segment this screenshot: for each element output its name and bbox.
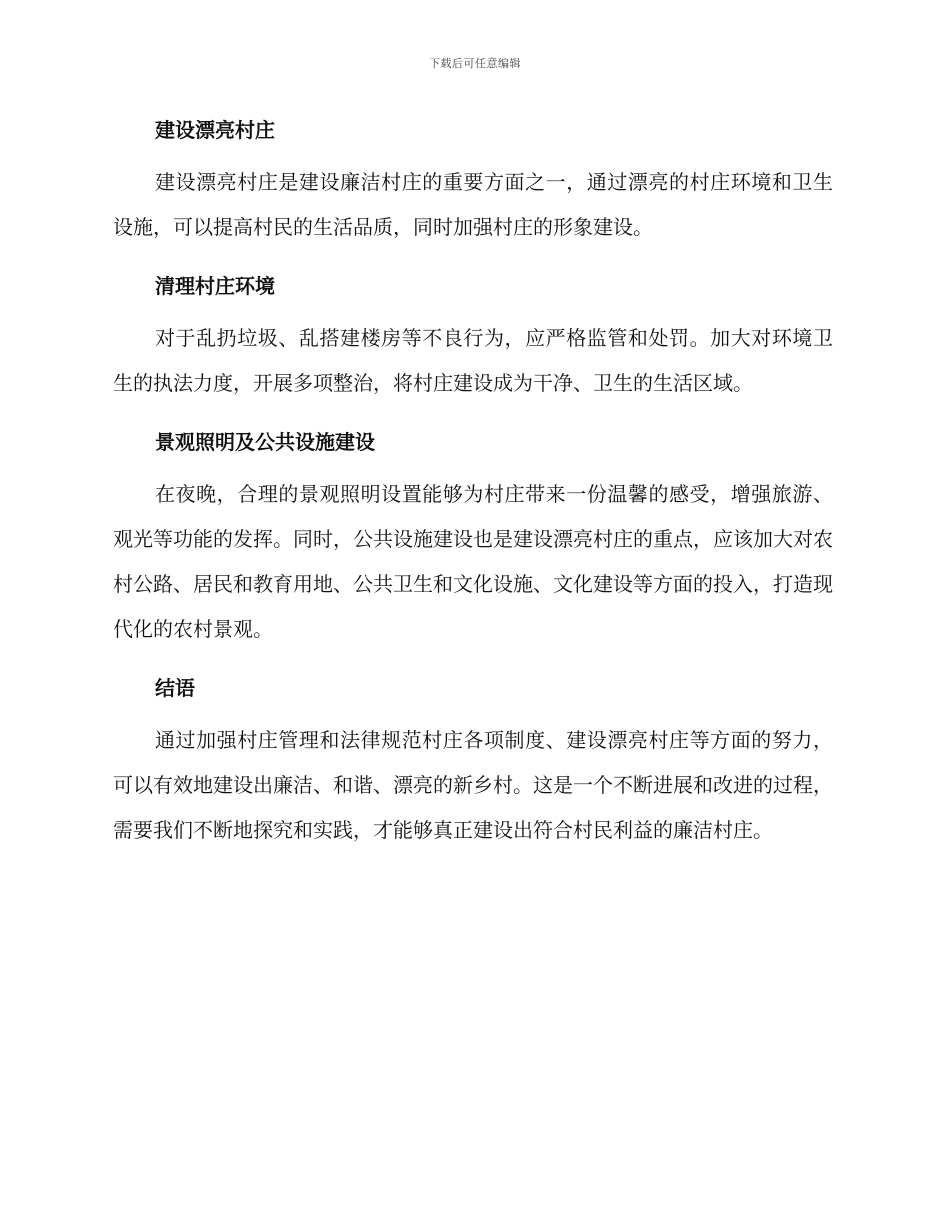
page-header-note: 下载后可任意编辑 (429, 57, 521, 70)
document-body (113, 108, 833, 867)
section-heading: 清理村庄环境 (155, 274, 275, 298)
section-heading: 建设漂亮村庄 (155, 118, 275, 142)
section-build-beautiful-village (113, 108, 833, 250)
section-paragraph: 对于乱扔垃圾、乱搭建楼房等不良行为，应严格监管和处罚。加大对环境卫生的执法力度，开展多项整治，将村庄建设成为干净、卫生的生活区域。 (113, 326, 833, 395)
section-lighting-public-facilities (113, 420, 833, 652)
section-paragraph: 建设漂亮村庄是建设廉洁村庄的重要方面之一，通过漂亮的村庄环境和卫生设施，可以提高村民的生活品质，同时加强村庄的形象建设。 (113, 170, 833, 239)
section-clean-environment (113, 264, 833, 406)
section-heading: 结语 (155, 676, 195, 700)
section-paragraph: 通过加强村庄管理和法律规范村庄各项制度、建设漂亮村庄等方面的努力，可以有效地建设出廉洁、和谐、漂亮的新乡村。这是一个不断进展和改进的过程，需要我们不断地探究和实践，才能够真正建设出符合村民利益的廉洁村庄。 (113, 728, 833, 842)
section-conclusion (113, 666, 833, 853)
section-paragraph: 在夜晚，合理的景观照明设置能够为村庄带来一份温馨的感受，增强旅游、观光等功能的发挥。同时，公共设施建设也是建设漂亮村庄的重点，应该加大对农村公路、居民和教育用地、公共卫生和文化设施、文化建设等方面的投入，打造现代化的农村景观。 (113, 482, 833, 641)
section-heading: 景观照明及公共设施建设 (155, 430, 375, 454)
